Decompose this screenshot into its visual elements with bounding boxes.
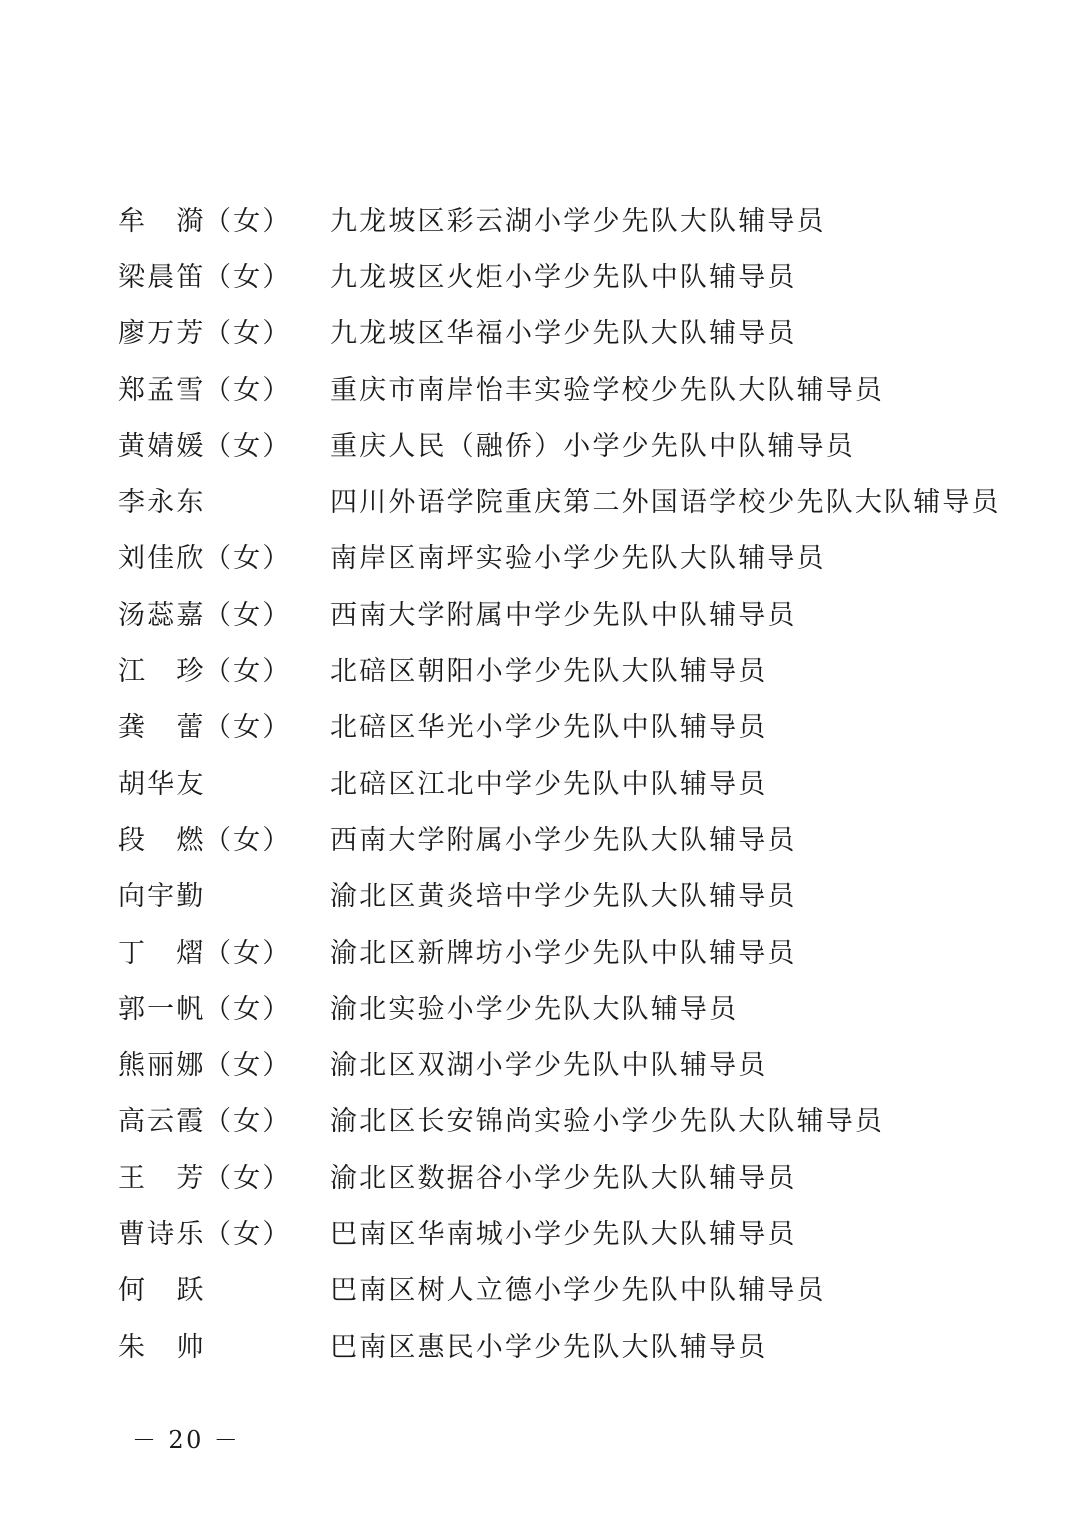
- gender-note: （女）: [204, 656, 292, 688]
- person-name: 朱 帅: [118, 1331, 206, 1363]
- gender-note: （女）: [204, 1106, 292, 1138]
- list-item: [118, 1091, 1018, 1147]
- person-role: 渝北实验小学少先队大队辅导员: [330, 993, 739, 1025]
- person-role: 九龙坡区火炬小学少先队中队辅导员: [330, 261, 797, 293]
- person-name: 高云霞: [118, 1106, 206, 1138]
- person-role: 九龙坡区华福小学少先队大队辅导员: [330, 318, 797, 350]
- gender-note: [204, 1325, 330, 1364]
- gender-note: （女）: [204, 318, 292, 350]
- list-item: [118, 697, 1018, 753]
- gender-note: （女）: [204, 261, 292, 293]
- person-role: 巴南区惠民小学少先队大队辅导员: [330, 1331, 768, 1363]
- list-item: [118, 584, 1018, 640]
- gender-note: （女）: [204, 937, 292, 969]
- list-item: [118, 866, 1018, 922]
- person-name: 江 珍: [118, 656, 206, 688]
- list-item: [118, 415, 1018, 471]
- person-name: 黄婧媛: [118, 430, 206, 462]
- person-role: 重庆市南岸怡丰实验学校少先队大队辅导员: [330, 374, 885, 406]
- list-item: [118, 359, 1018, 415]
- list-item: [118, 1260, 1018, 1316]
- person-role: 北碚区华光小学少先队中队辅导员: [330, 712, 768, 744]
- honoree-list: [118, 190, 1018, 1372]
- person-name: 梁晨笛: [118, 261, 206, 293]
- person-role: 北碚区朝阳小学少先队大队辅导员: [330, 656, 768, 688]
- person-name: 廖万芳: [118, 318, 206, 350]
- person-role: 重庆人民（融侨）小学少先队中队辅导员: [330, 430, 855, 462]
- gender-note: （女）: [204, 599, 292, 631]
- person-name: 汤蕊嘉: [118, 599, 206, 631]
- list-item: [118, 471, 1018, 527]
- gender-note: （女）: [204, 712, 292, 744]
- gender-note: （女）: [204, 205, 292, 237]
- person-name: 何 跃: [118, 1275, 206, 1307]
- list-item: [118, 528, 1018, 584]
- list-item: [118, 753, 1018, 809]
- gender-note: （女）: [204, 824, 292, 856]
- person-role: 巴南区华南城小学少先队大队辅导员: [330, 1218, 797, 1250]
- gender-note: [204, 480, 330, 519]
- person-role: 西南大学附属中学少先队中队辅导员: [330, 599, 797, 631]
- list-item: [118, 640, 1018, 696]
- list-item: [118, 1316, 1018, 1372]
- list-item: [118, 1147, 1018, 1203]
- person-name: 曹诗乐: [118, 1218, 206, 1250]
- person-name: 郑孟雪: [118, 374, 206, 406]
- page-number: － 20 －: [132, 1426, 241, 1454]
- person-role: 九龙坡区彩云湖小学少先队大队辅导员: [330, 205, 826, 237]
- gender-note: （女）: [204, 374, 292, 406]
- person-name: 熊丽娜: [118, 1050, 206, 1082]
- person-role: 渝北区双湖小学少先队中队辅导员: [330, 1050, 768, 1082]
- gender-note: （女）: [204, 430, 292, 462]
- gender-note: [204, 1268, 330, 1307]
- list-item: [118, 922, 1018, 978]
- person-role: 渝北区长安锦尚实验小学少先队大队辅导员: [330, 1106, 885, 1138]
- list-item: [118, 978, 1018, 1034]
- person-role: 北碚区江北中学少先队中队辅导员: [330, 768, 768, 800]
- list-item: [118, 190, 1018, 246]
- person-name: 刘佳欣: [118, 543, 206, 575]
- person-name: 王 芳: [118, 1162, 206, 1194]
- gender-note: （女）: [204, 993, 292, 1025]
- person-role: 巴南区树人立德小学少先队中队辅导员: [330, 1275, 826, 1307]
- person-role: 南岸区南坪实验小学少先队大队辅导员: [330, 543, 826, 575]
- person-name: 牟 漪: [118, 205, 206, 237]
- person-role: 渝北区黄炎培中学少先队大队辅导员: [330, 881, 797, 913]
- person-name: 胡华友: [118, 768, 206, 800]
- person-name: 向宇勤: [118, 881, 206, 913]
- person-name: 龚 蕾: [118, 712, 206, 744]
- person-name: 郭一帆: [118, 993, 206, 1025]
- gender-note: （女）: [204, 1162, 292, 1194]
- list-item: [118, 1203, 1018, 1259]
- list-item: [118, 1034, 1018, 1090]
- gender-note: [204, 874, 330, 913]
- list-item: [118, 303, 1018, 359]
- gender-note: （女）: [204, 543, 292, 575]
- gender-note: [204, 762, 330, 801]
- person-name: 李永东: [118, 487, 206, 519]
- list-item: [118, 809, 1018, 865]
- person-name: 丁 熠: [118, 937, 206, 969]
- person-name: 段 燃: [118, 824, 206, 856]
- person-role: 西南大学附属小学少先队大队辅导员: [330, 824, 797, 856]
- person-role: 渝北区新牌坊小学少先队中队辅导员: [330, 937, 797, 969]
- list-item: [118, 246, 1018, 302]
- gender-note: （女）: [204, 1050, 292, 1082]
- person-role: 渝北区数据谷小学少先队大队辅导员: [330, 1162, 797, 1194]
- gender-note: （女）: [204, 1218, 292, 1250]
- person-role: 四川外语学院重庆第二外国语学校少先队大队辅导员: [330, 487, 1001, 519]
